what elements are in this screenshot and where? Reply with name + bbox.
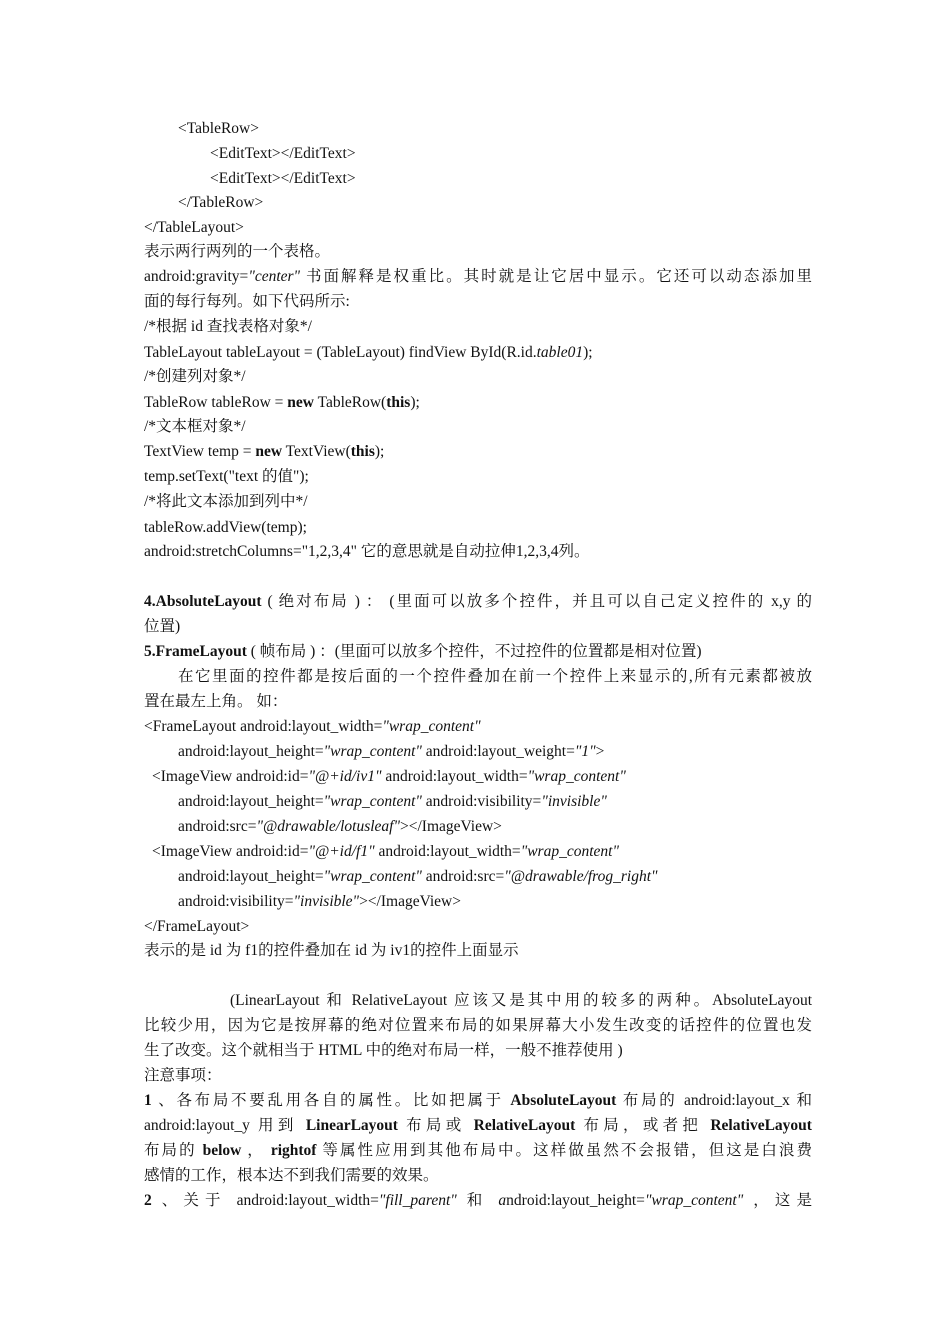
text-line: 1 、各布局不要乱用各自的属性。比如把属于 AbsoluteLayout 布局的 android:layout_x 和 — [144, 1092, 812, 1109]
text-line: 位置) — [144, 618, 181, 635]
code-line: <TableRow> — [178, 120, 259, 137]
text-line: android:stretchColumns="1,2,3,4" 它的意思就是自动拉伸1,2,3,4列。 — [144, 543, 590, 560]
code-line: android:src="@drawable/lotusleaf"></ImageView> — [178, 818, 502, 835]
code-line: <ImageView android:id="@+id/f1" android:layout_width="wrap_content" — [152, 843, 619, 860]
text-line: 比较少用，因为它是按屏幕的绝对位置来布局的如果屏幕大小发生改变的话控件的位置也发 — [144, 1017, 812, 1034]
code-comment: /*根据 id 查找表格对象*/ — [144, 318, 312, 335]
section-heading: 5.FrameLayout ( 帧布局 ) ：(里面可以放多个控件，不过控件的位置都是相对位置) — [144, 643, 702, 660]
text-line: (LinearLayout 和 RelativeLayout 应该又是其中用的较多的两种。AbsoluteLayout — [230, 992, 812, 1009]
text-line: 生了改变。这个就相当于 HTML 中的绝对布局一样，一般不推荐使用 ) — [144, 1042, 623, 1059]
code-comment: /*文本框对象*/ — [144, 418, 246, 435]
notes-heading: 注意事项： — [144, 1067, 222, 1084]
text-line: 感情的工作，根本达不到我们需要的效果。 — [144, 1167, 439, 1184]
code-line: <EditText></EditText> — [210, 170, 356, 187]
code-line: tableRow.addView(temp); — [144, 519, 307, 536]
text-line: android:gravity="center" 书面解释是权重比。其时就是让它居中显示。它还可以动态添加里 — [144, 268, 812, 285]
text-line: 表示的是 id 为 f1的控件叠加在 id 为 iv1的控件上面显示 — [144, 942, 519, 959]
text-line: 表示两行两列的一个表格。 — [144, 243, 331, 260]
text-line: 2 、关于 android:layout_width="fill_parent" 和 android:layout_height="wrap_content" ，这是 — [144, 1192, 812, 1209]
code-line: <FrameLayout android:layout_width="wrap_content" — [144, 718, 481, 735]
code-line: <ImageView android:id="@+id/iv1" android:layout_width="wrap_content" — [152, 768, 626, 785]
text-line: 面的每行每列。如下代码所示: — [144, 293, 350, 310]
section-heading: 4.AbsoluteLayout ( 绝对布局 ) ： (里面可以放多个控件，并且可以自己定义控件的 x,y 的 — [144, 593, 812, 610]
code-comment: /*创建列对象*/ — [144, 368, 246, 385]
code-line: <EditText></EditText> — [210, 145, 356, 162]
code-line: TableRow tableRow = new TableRow(this); — [144, 394, 420, 411]
code-line: TableLayout tableLayout = (TableLayout) findView ById(R.id.table01); — [144, 344, 593, 361]
code-line: android:layout_height="wrap_content" android:visibility="invisible" — [178, 793, 607, 810]
code-line: android:visibility="invisible"></ImageView> — [178, 893, 461, 910]
code-comment: /*将此文本添加到列中*/ — [144, 493, 308, 510]
code-line: </TableRow> — [178, 194, 264, 211]
code-line: temp.setText("text 的值"); — [144, 468, 309, 485]
code-line: TextView temp = new TextView(this); — [144, 443, 385, 460]
text-line: 置在最左上角。 如： — [144, 693, 288, 710]
text-line: 在它里面的控件都是按后面的一个控件叠加在前一个控件上来显示的,所有元素都被放 — [178, 668, 812, 685]
code-line: android:layout_height="wrap_content" android:src="@drawable/frog_right" — [178, 868, 658, 885]
code-line: </FrameLayout> — [144, 918, 250, 935]
code-line: android:layout_height="wrap_content" android:layout_weight="1"> — [178, 743, 605, 760]
text-line: 布局的 below ， rightof 等属性应用到其他布局中。这样做虽然不会报错，但这是白浪费 — [144, 1142, 812, 1159]
text-line: android:layout_y 用到 LinearLayout 布局或 RelativeLayout 布局，或者把 RelativeLayout — [144, 1117, 812, 1134]
code-line: </TableLayout> — [144, 219, 244, 236]
